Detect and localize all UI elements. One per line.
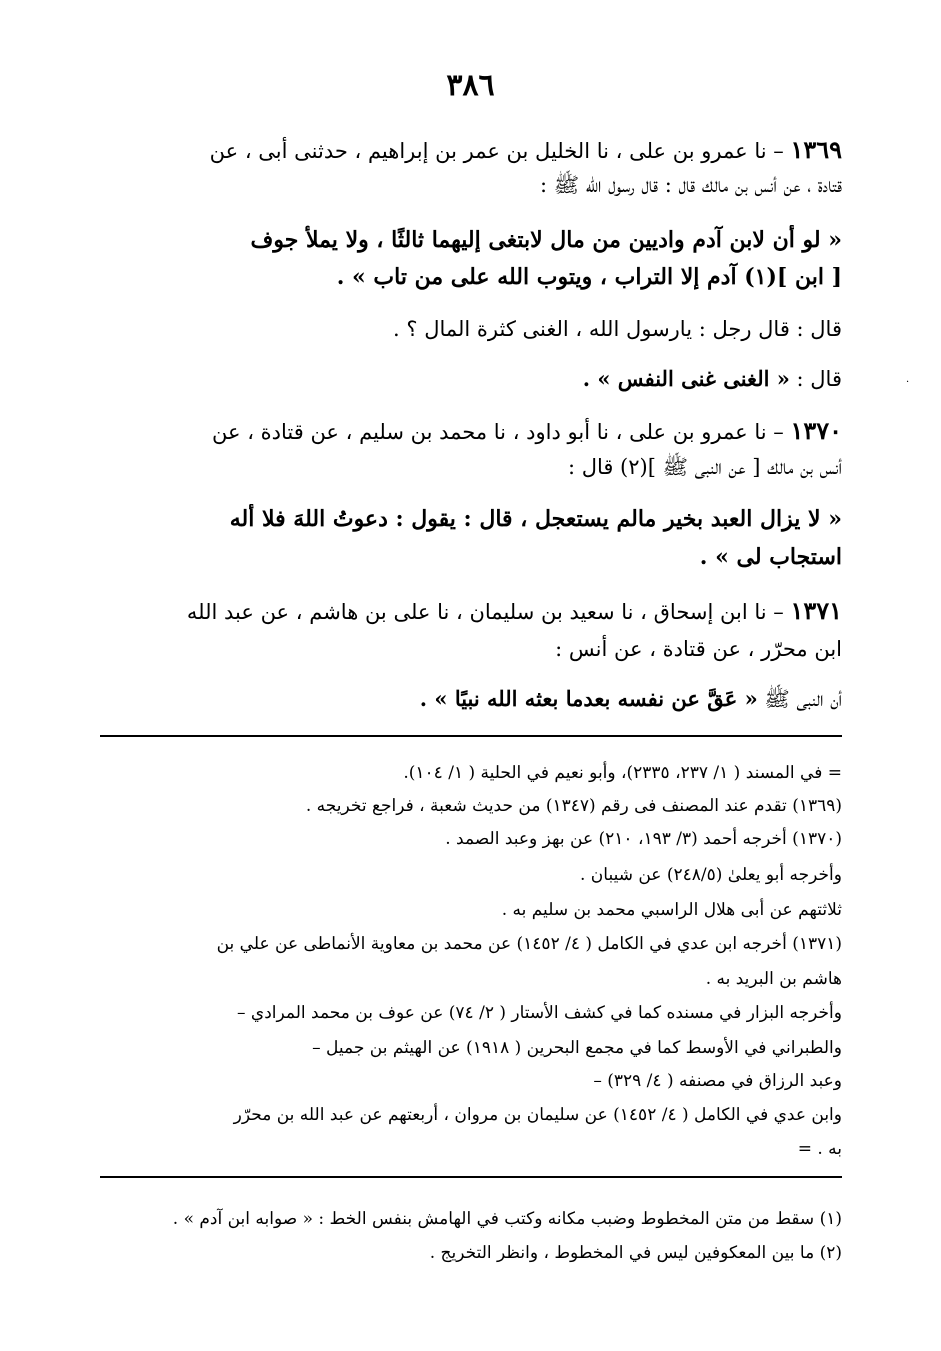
takhrij-separator — [100, 735, 842, 737]
hadith-number: ١٣٧٠ — [790, 416, 842, 445]
hadith-1370-isnad-line-1 — [100, 416, 842, 447]
takhrij-line: (١٣٧١) أخرجه ابن عدي في الكامل ( ٤/ ١٤٥٢) عن محمد بن معاوية الأنماطى عن علي بن — [216, 934, 842, 954]
takhrij-line: هاشم بن البريد به . — [705, 969, 842, 989]
takhrij-line: وابن عدي في الكامل ( ٤/ ١٤٥٢) عن سليمان بن مروان ، أربعتهم عن عبد الله بن محرّر — [233, 1105, 842, 1125]
hadith-1369-matn-line-1: « لو أن لابن آدم واديين من مال لابتغى إليهما ثالثًا ، ولا يملأ جوف — [250, 227, 842, 253]
hadith-1369-isnad-line-1 — [100, 135, 842, 166]
takhrij-line: = في المسند ( ١/ ٢٣٧، ٢٣٣٥)، وأبو نعيم في الحلية ( ١/ ١٠٤). — [403, 763, 842, 783]
isnad-text: – نا عمرو بن على ، نا أبو داود ، نا محمد بن سليم ، عن قتادة ، عن — [212, 420, 784, 444]
hadith-1369-answer-line — [100, 364, 884, 394]
takhrij-line: ثلاثتهم عن أبى هلال الراسبي محمد بن سليم به . — [501, 900, 842, 920]
takhrij-line: (١٣٦٩) تقدم عند المصنف فى رقم (١٣٤٧) من حديث شعبة ، فراجع تخريجه . — [305, 796, 842, 816]
takhrij-line: وعبد الرزاق في مصنفه ( ٤/ ٣٢٩) – — [593, 1071, 842, 1091]
footnote-2: (٢) ما بين المعكوفين ليس في المخطوط ، وانظر التخريج . — [429, 1243, 842, 1263]
footnote-1: (١) سقط من متن المخطوط وضبب مكانه وكتب في الهامش بنفس الخط : « صوابه ابن آدم » . — [172, 1209, 842, 1229]
hadith-1369-matn-line-2: [ ابن ](١) آدم إلا التراب ، ويتوب الله على من تاب » . — [336, 264, 842, 290]
isnad-text: – نا عمرو بن على ، نا الخليل بن عمر بن إبراهيم ، حدثنى أبى ، عن — [209, 139, 784, 163]
hadith-number: ١٣٦٩ — [790, 135, 842, 164]
hadith-1369-question-line: قال : قال رجل : يارسول الله ، الغنى كثرة المال ؟ . — [393, 317, 842, 341]
takhrij-line: (١٣٧٠) أخرجه أحمد (٣/ ١٩٣، ٢١٠) عن بهز وعبد الصمد . — [445, 829, 842, 849]
hadith-1371-isnad-line-1 — [100, 596, 842, 627]
answer-prefix: قال : — [796, 367, 842, 391]
hadith-number: ١٣٧١ — [790, 596, 842, 625]
takhrij-line: والطبراني في الأوسط كما في مجمع البحرين ( ١٩١٨) عن الهيثم بن جميل – — [312, 1038, 842, 1058]
hadith-1369-isnad-line-2: قتادة ، عن أنس بن مالك قال : قال رسول الله ﷺ : — [539, 173, 842, 197]
hadith-1371-isnad-line-2: ابن محرّر ، عن قتادة ، عن أنس : — [555, 637, 842, 661]
takhrij-line: وأخرجه البزار في مسنده كما في كشف الأستار ( ٢/ ٧٤) عن عوف بن محمد المرادي – — [237, 1003, 842, 1023]
answer-text: « الغنى غنى النفس » . — [582, 366, 790, 391]
margin-mark: · — [906, 377, 910, 388]
hadith-1370-matn-line-2: استجاب لى » . — [699, 544, 842, 570]
hadith-1370-isnad-line-2: أنس بن مالك [ عن النبى ﷺ ](٢) قال : — [567, 455, 842, 479]
hadith-1370-matn-line-1: « لا يزال العبد بخير مالم يستعجل ، قال : يقول : دعوتُ اللهَ فلا أله — [229, 506, 842, 532]
hadith-1371-matn-line — [100, 684, 884, 714]
takhrij-line: وأخرجه أبو يعلىٰ (٢٤٨/٥) عن شيبان . — [579, 865, 842, 885]
isnad-text: – نا ابن إسحاق ، نا سعيد بن سليمان ، نا على بن هاشم ، عن عبد الله — [186, 600, 784, 624]
footnote-separator — [100, 1176, 842, 1178]
matn-text: « عَقَّ عن نفسه بعدما بعثه الله نبيًا » . — [419, 686, 758, 711]
page-number: ٣٨٦ — [446, 68, 495, 103]
takhrij-line: به . = — [797, 1139, 842, 1159]
matn-prefix: أن النبى ﷺ — [764, 687, 842, 711]
